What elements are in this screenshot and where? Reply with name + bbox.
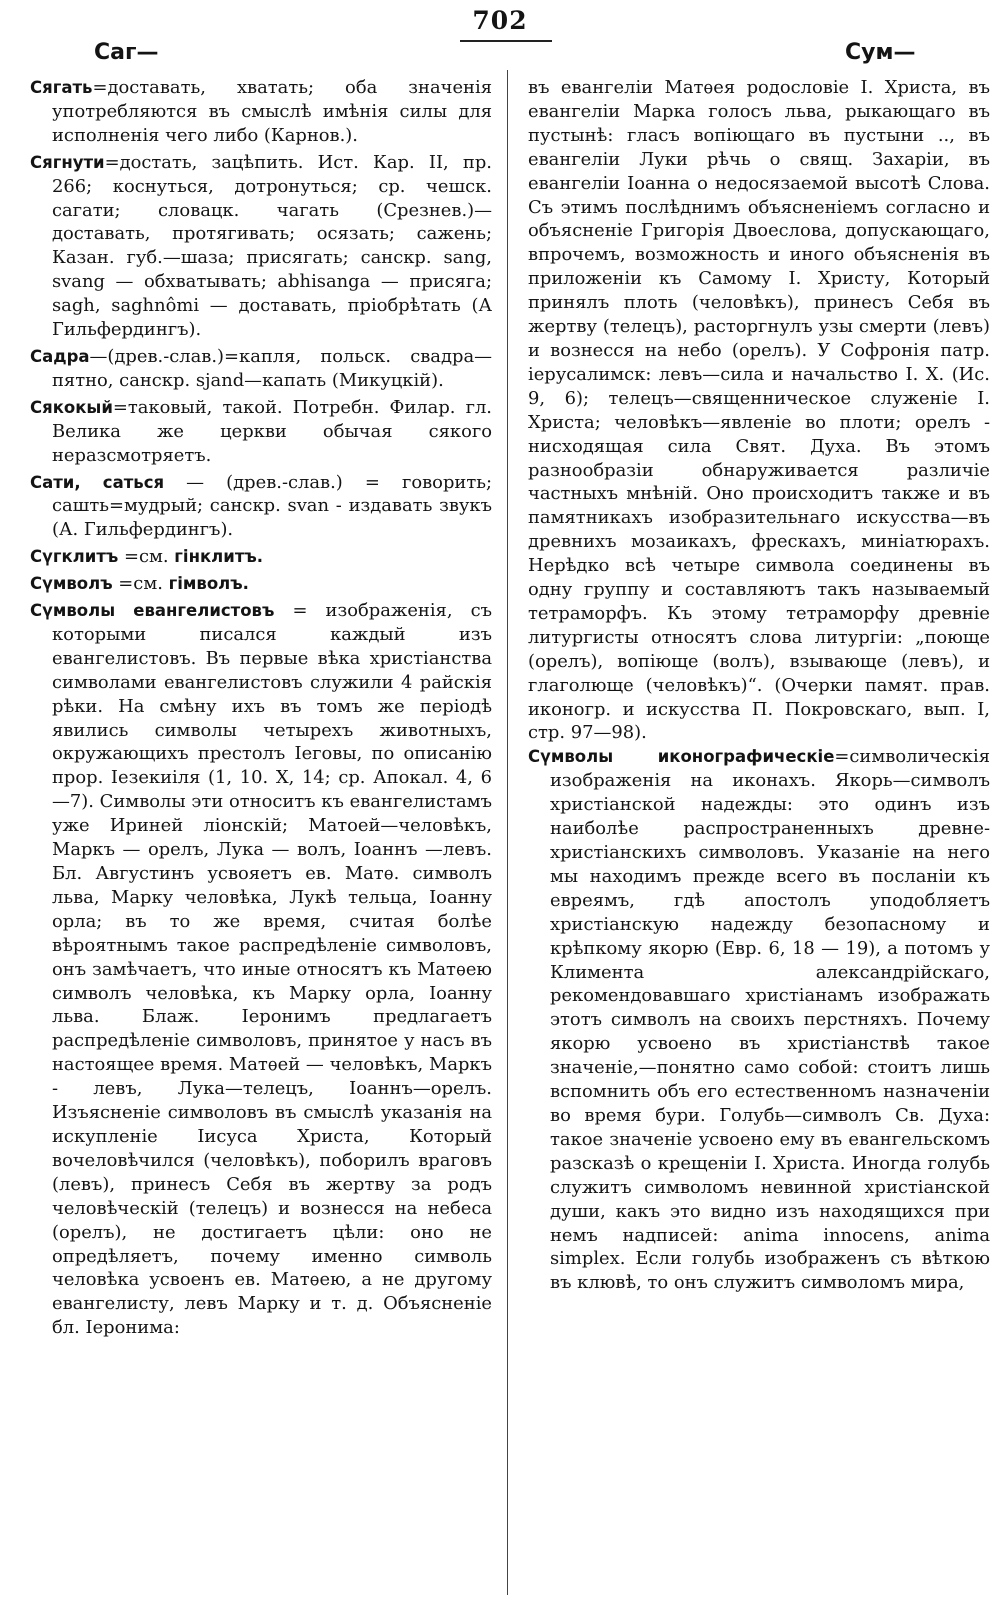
- running-head-right: Сум—: [845, 40, 916, 65]
- page-number-rule: [460, 40, 552, 42]
- cross-reference: гінклитъ.: [174, 547, 264, 567]
- headword: Сүмволы иконографическіе: [528, 747, 835, 767]
- entry-syagat: [30, 76, 492, 148]
- entry-simvoly-ikonograficheskie: [528, 745, 990, 1295]
- entry-text: =таковый, такой. Потребн. Филар. гл. Велика же церкви обычая сякого неразсмотряетъ.: [52, 396, 492, 466]
- headword: Сягнути: [30, 152, 105, 172]
- entry-text: =символическія изображенія на иконахъ. Якорь—символъ христіанской надежды: это одинъ изъ наиболѣе распространенныхъ древне-христіанскихъ символовъ. Указаніе на него мы находимъ прежде всего въ посланіи къ евреямъ, гдѣ апостолъ уподобляетъ христіанскую надежду безопасному и крѣпкому якорю (Евр. 6, 18 — 19), а потомъ у Климента александрійскаго, рекомендовавшаго христіанамъ изображать этотъ символъ на своихъ перстняхъ. Почему якорю усвоено въ христіанствѣ такое значеніе,—понятно само собой: стоитъ лишь вспомнить объ его естественномъ назначеніи во время бури. Голубь—символъ Св. Духа: такое значеніе усвоено ему въ евангельскомъ разсказѣ о крещеніи І. Христа. Иногда голубь служитъ символомъ невинной христіанской души, какъ это видно изъ находящихся при немъ надписей: anima innocens, anima simplex. Если голубь изображенъ съ вѣткою въ клювѣ, то онъ служитъ символомъ мира,: [550, 746, 990, 1294]
- entry-syagnuti: [30, 151, 492, 342]
- entry-text: —(древ.-слав.)=капля, польск. свадра—пятно, санскр. sjand—капать (Микуцкій).: [52, 345, 492, 391]
- entry-sugklit: [30, 545, 492, 569]
- entry-text: =доставать, хватать; оба значенія употребляются въ смыслѣ имѣнія силы для исполненія чего либо (Карнов.).: [52, 77, 492, 146]
- entry-text: = изображенія, съ которыми писался каждый изъ евангелистовъ. Въ первые вѣка христіанства символами евангелистовъ служили 4 райскія рѣки. На смѣну ихъ въ томъ же періодѣ явились символы четырехъ животныхъ, окружающихъ престолъ Іеговы, по описанію прор. Іезекиіля (1, 10. X, 14; ср. Апокал. 4, 6—7). Символы эти относитъ къ евангелистамъ уже Ириней ліонскій; Матоей—человѣкъ, Маркъ — орелъ, Лука — волъ, Іоаннъ —левъ. Бл. Августинъ усвояетъ ев. Матѳ. символъ льва, Марку человѣка, Лукѣ тельца, Іоанну орла; въ то же время, считая болѣе вѣроятнымъ такое распредѣленіе символовъ, онъ замѣчаетъ, что иные относятъ къ Матѳею символъ человѣка, къ Марку орла, Іоанну льва. Блаж. Іеронимъ предлагаетъ распредѣленіе символовъ, принятое у насъ въ настоящее время. Матѳей — человѣкъ, Маркъ - левъ, Лука—телецъ, Іоаннъ—орелъ. Изъясненіе символовъ въ смыслѣ указанія на искупленіе Іисуса Христа, Который вочеловѣчился (человѣкъ), поборилъ враговъ (левъ), принесъ Себя въ жертву за родъ человѣческій (телецъ) и вознесся на небеса (орелъ), не достигаетъ цѣли: оно не опредѣляетъ, почему именно символь человѣка усвоенъ ев. Матѳею, а не другому евангелисту, левъ Марку и т. д. Объясненіе бл. Іеронима:: [52, 600, 492, 1339]
- entry-text: — (древ.-слав.) = говорить; сашть=мудрый; санскр. svan - издавать звукъ (А. Гильфердингъ).: [52, 471, 492, 541]
- headword: Сүмволы евангелистовъ: [30, 601, 275, 621]
- headword: Сүгклитъ: [30, 547, 119, 567]
- entry-text: =достать, зацѣпить. Ист. Кар. II, пр. 266; коснуться, дотронуться; ср. чешск. сагати; словацк. чагать (Срезнев.)—доставать, протягивать; осязать; сажень; Казан. губ.—шаза; присягать; санскр. sang, svang — обхватывать; abhisanga — присяга; sagh, saghnômi — доставать, пріобрѣтать (А Гильфердингъ).: [52, 151, 492, 341]
- column-divider: [507, 70, 508, 1595]
- headword: Сягать: [30, 78, 93, 97]
- right-column: [528, 76, 990, 1298]
- page-number: 702: [472, 6, 528, 35]
- entry-sumvol: [30, 572, 492, 596]
- entry-continuation: [528, 76, 990, 745]
- left-column: [30, 76, 492, 1343]
- running-head-left: Саг—: [94, 40, 159, 65]
- entry-simvoly-evangelistov: [30, 599, 492, 1340]
- entry-text: =см.: [118, 546, 175, 568]
- headword: Садра: [30, 346, 90, 366]
- headword: Сати, саться: [30, 472, 165, 492]
- entry-syakokyi: [30, 396, 492, 468]
- entry-text: =см.: [112, 573, 169, 595]
- entry-sati: [30, 471, 492, 543]
- entry-text: въ евангеліи Матѳея родословіе І. Христа, въ евангеліи Марка голосъ льва, рыкающаго въ пустынѣ: гласъ вопіющаго въ пустыни .., въ евангеліи Луки рѣчь о свящ. Захаріи, въ евангеліи Іоанна о недосязаемой высотѣ Слова. Съ этимъ послѣднимъ объясненіемъ согласно и объясненіе Григорія Двоеслова, допускающаго, впрочемъ, возможность и иного объясненія въ приложеніи къ Самому І. Христу, Который принялъ плоть (человѣкъ), принесъ Себя въ жертву (телецъ), расторгнулъ узы смерти (левъ) и вознесся на небо (орелъ). У Софронія патр. іерусалимск: левъ—сила и начальство І. Х. (Ис. 9, 6); телецъ—священническое служеніе І. Христа; человѣкъ—явленіе во плоти; орелъ - нисходящая сила Свят. Духа. Въ этомъ разнообразіи обнаруживается различіе частныхъ мнѣній. Оно происходитъ также и въ памятникахъ изобразительнаго искусства—въ древнихъ мозаикахъ, фрескахъ, миніатюрахъ. Нерѣдко всѣ четыре символа соединены въ одну группу и составляютъ такъ называемый тетраморфъ. Къ этому тетраморфу древніе литургисты относятъ слова литургіи: „поюще (орелъ), вопіюще (волъ), взывающе (левъ), и глаголюще (человѣкъ)“. (Очерки памят. прав. иконогр. и искусства П. Покровскаго, вып. I, стр. 97—98).: [528, 77, 990, 744]
- headword: Сүмволъ: [30, 574, 113, 594]
- entry-sadra: [30, 345, 492, 393]
- headword: Сякокый: [30, 397, 113, 417]
- cross-reference: гімволъ.: [168, 574, 249, 594]
